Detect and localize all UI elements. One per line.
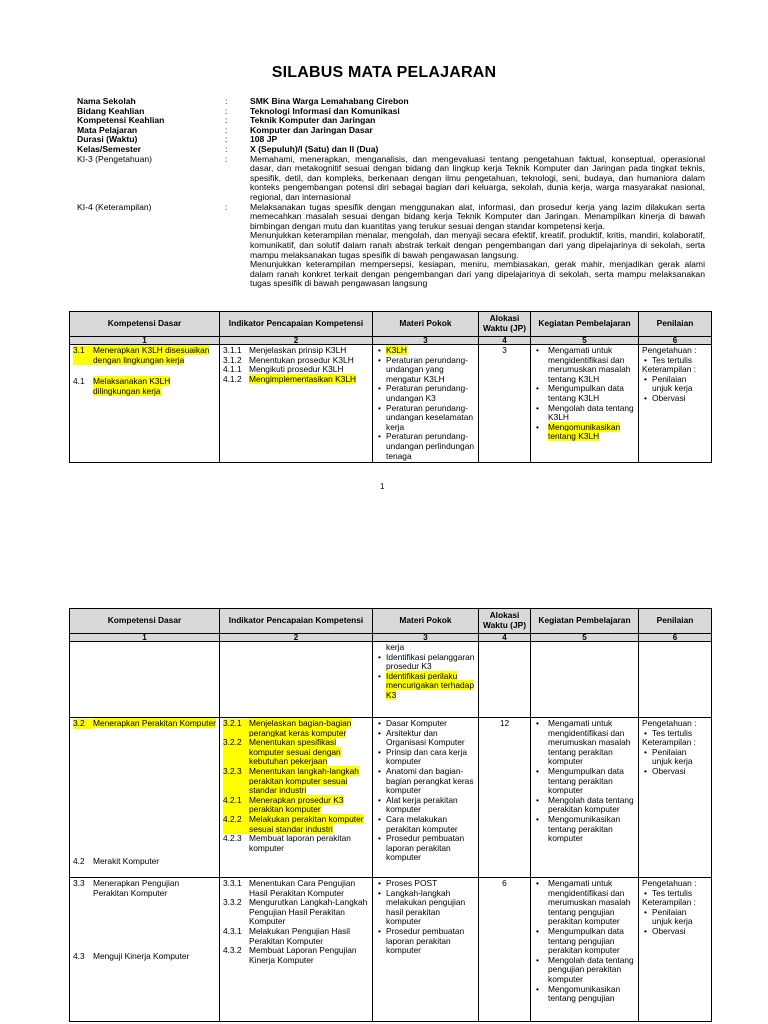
ipk-cell [220, 878, 373, 1022]
penilaian-pengetahuan: Pengetahuan : [642, 345, 697, 355]
kd-number: 4.2 [73, 856, 85, 866]
ipk-text: Mengikuti prosedur K3LH [249, 364, 344, 375]
identity-colon: : [225, 153, 228, 164]
ipk-item [223, 738, 369, 767]
penilaian-keterampilan: Keterampilan : [642, 737, 696, 748]
ipk-item [223, 834, 369, 853]
ipk-item [223, 767, 369, 796]
ipk-item [223, 796, 369, 815]
column-number: 5 [531, 337, 639, 345]
kd-number: 3.2 [73, 719, 93, 729]
table-number-row [70, 634, 712, 642]
column-header: Indikator Pencapaian Kompetensi [220, 312, 373, 337]
kd-item [73, 857, 159, 867]
identity-key: Bidang Keahlian [77, 105, 145, 116]
column-header: Indikator Pencapaian Kompetensi [220, 609, 373, 634]
ipk-item [223, 815, 369, 834]
identity-colon: : [225, 115, 228, 126]
materi-item: • Peraturan perundang-undangan K3 [386, 384, 475, 403]
ipk-text: Menentukan prosedur K3LH [249, 354, 354, 365]
identity-colon: : [225, 96, 228, 106]
materi-cell [373, 878, 479, 1022]
kegiatan-item: • Mengolah data tentang perakitan komputer [548, 796, 635, 815]
ipk-number: 4.1.1 [223, 364, 242, 375]
ipk-text: Mengimplementasikan K3LH [249, 373, 357, 384]
ipk-text: Membuat laporan perakitan komputer [249, 833, 351, 853]
kegiatan-item: • Mengamati untuk mengidentifikasi dan merumuskan masalah tentang K3LH [548, 346, 635, 384]
kegiatan-item: • Mengumpulkan data tentang perakitan komputer [548, 767, 635, 796]
ipk-item [223, 946, 369, 965]
ki4-key: KI-4 (Keterampilan) [77, 201, 152, 212]
column-number: 1 [70, 634, 220, 642]
document-page-1 [0, 0, 768, 500]
alokasi-cell: 12 [479, 718, 531, 878]
materi-item: • Peraturan perundang-undangan yang mengatur K3LH [386, 356, 475, 385]
identity-key: Kompetensi Keahlian [77, 115, 165, 126]
penilaian-cell [639, 345, 712, 463]
identity-key: Mata Pelajaran [77, 124, 138, 135]
identity-row [77, 126, 705, 136]
penilaian-obervasi: • Obervasi [652, 767, 708, 777]
column-number: 3 [373, 634, 479, 642]
materi-item: • Langkah-langkah melakukan pengujian hasil perakitan komputer [386, 889, 475, 927]
column-header: Alokasi Waktu (JP) [479, 312, 531, 337]
column-header: Penilaian [639, 609, 712, 634]
ipk-text: Menentukan Cara Pengujian Hasil Perakitan Komputer [249, 878, 356, 898]
ipk-item [223, 927, 369, 946]
alokasi-cell: 6 [479, 878, 531, 1022]
table-row [70, 718, 712, 878]
kegiatan-item: • Mengamati untuk mengidentifikasi dan merumuskan masalah tentang pengujian perakitan komputer [548, 879, 635, 927]
kegiatan-item: • Mengolah data tentang K3LH [548, 404, 635, 423]
kd-item [73, 346, 216, 365]
column-number: 2 [220, 634, 373, 642]
kegiatan-item: • Mengumpulkan data tentang pengujian perakitan komputer [548, 927, 635, 956]
kd-text: Melaksanakan K3LH dilingkungan kerja [93, 376, 171, 396]
ipk-number: 4.3.2 [223, 945, 242, 956]
kd-cell [70, 718, 220, 878]
ipk-number: 4.1.2 [223, 373, 242, 384]
identity-key: Durasi (Waktu) [77, 134, 138, 145]
syllabus-table-page-1 [69, 311, 712, 463]
kd-number: 4.3 [73, 951, 85, 961]
penilaian-pengetahuan: Pengetahuan : [642, 718, 697, 728]
identity-row [77, 107, 705, 117]
ki4-paragraph: Melaksanakan tugas spesifik dengan menggunakan alat, informasi, dan prosedur kerja yang lazim dilakukan serta memecahkan masalah sesuai dengan bidang kerja Teknik Komputer dan Jaringan. Menampilkan kinerja di bawah bimbingan dengan mutu dan kuantitas yang terukur sesuai dengan standar kompetensi kerja. [250, 201, 705, 231]
page-number: 1 [380, 482, 385, 491]
table-row [70, 642, 712, 718]
alokasi-cell: 3 [479, 345, 531, 463]
identity-value: X (Sepuluh)/I (Satu) dan II (Dua) [250, 143, 379, 154]
materi-item: • Arsitektur dan Organisasi Komputer [386, 729, 475, 748]
ipk-item [223, 375, 369, 385]
table-row [70, 345, 712, 463]
ipk-text: Melakukan Pengujian Hasil Perakitan Komputer [249, 925, 351, 946]
penilaian-unjuk: • Penilaian unjuk kerja [652, 908, 708, 927]
document-title: SILABUS MATA PELAJARAN [271, 64, 497, 81]
materi-item: • Anatomi dan bagian-bagian perangkat keras komputer [386, 767, 475, 796]
kd-item [73, 377, 216, 396]
table-header-row [70, 312, 712, 337]
ki3-key: KI-3 (Pengetahuan) [77, 153, 153, 164]
column-number: 5 [531, 634, 639, 642]
ipk-text: Menerapkan prosedur K3 perakitan komputer [249, 794, 344, 815]
ki4-row [77, 203, 705, 289]
kegiatan-item: • Mengolah data tentang pengujian perakitan komputer [548, 956, 635, 985]
ki3-row [77, 155, 705, 203]
table-header-row [70, 609, 712, 634]
kd-cell [70, 878, 220, 1022]
penilaian-tes: • Tes tertulis [652, 356, 708, 366]
materi-item: • Prinsip dan cara kerja komputer [386, 748, 475, 767]
ipk-cell [220, 345, 373, 463]
materi-item: • Peraturan perundang-undangan keselamatan kerja [386, 404, 475, 433]
table-number-row [70, 337, 712, 345]
kegiatan-cell [531, 642, 639, 718]
kd-item [73, 719, 216, 729]
ipk-number: 3.2.2 [223, 738, 249, 767]
identity-key: Nama Sekolah [77, 96, 136, 106]
materi-item: • Prosedur pembuatan laporan perakitan komputer [386, 834, 475, 863]
column-header: Penilaian [639, 312, 712, 337]
ipk-number: 3.3.2 [223, 897, 242, 908]
column-number: 4 [479, 337, 531, 345]
materi-item: • Prosedur pembuatan laporan perakitan komputer [386, 927, 475, 956]
ipk-number: 3.2.1 [223, 719, 249, 738]
column-number: 3 [373, 337, 479, 345]
identity-colon: : [225, 143, 228, 154]
ipk-text: Mengurutkan Langkah-Langkah Pengujian Hasil Perakitan Komputer [249, 897, 368, 927]
column-header: Kompetensi Dasar [70, 609, 220, 634]
materi-item: • Identifikasi perilaku mencurigakan terhadap K3 [386, 672, 475, 701]
materi-item: • Cara melakukan perakitan komputer [386, 815, 475, 834]
kd-text: Menerapkan Perakitan Komputer [93, 718, 216, 728]
kd-number: 3.3 [73, 878, 85, 888]
materi-cell [373, 718, 479, 878]
kd-number: 3.1 [73, 346, 93, 365]
ipk-number: 4.2.1 [223, 796, 249, 815]
identity-colon: : [225, 134, 228, 145]
ipk-item [223, 879, 369, 898]
column-header: Kegiatan Pembelajaran [531, 609, 639, 634]
kd-cell [70, 345, 220, 463]
penilaian-tes: • Tes tertulis [652, 729, 708, 739]
column-header: Materi Pokok [373, 312, 479, 337]
column-number: 6 [639, 634, 712, 642]
column-header: Kegiatan Pembelajaran [531, 312, 639, 337]
kegiatan-cell [531, 878, 639, 1022]
identity-key: Kelas/Semester [77, 143, 142, 154]
penilaian-obervasi: • Obervasi [652, 927, 708, 937]
ipk-text: Menjelaskan bagian-bagian perangkat keras komputer [249, 718, 352, 738]
column-header: Materi Pokok [373, 609, 479, 634]
alokasi-cell [479, 642, 531, 718]
column-number: 1 [70, 337, 220, 345]
ipk-number: 3.1.1 [223, 345, 242, 355]
materi-item: • Dasar Komputer [386, 719, 475, 729]
kd-text: Menguji Kinerja Komputer [93, 951, 190, 961]
materi-item: • Alat kerja perakitan komputer [386, 796, 475, 815]
kegiatan-cell [531, 718, 639, 878]
ipk-number: 3.3.1 [223, 878, 242, 888]
column-header: Alokasi Waktu (JP) [479, 609, 531, 634]
kd-item [73, 952, 189, 962]
ki3-text: Memahami, menerapkan, menganalisis, dan mengevaluasi tentang pengetahuan faktual, konseptual, operasional dasar, dan metakognitif sesuai dengan bidang dan lingkup kerja Teknik Komputer dan Jaringan pada tingkat teknis, spesifik, detil, dan kompleks, berkenaan dengan ilmu pengetahuan, teknologi, seni, budaya, dan humaniora dalam konteks pengembangan potensi diri sebagai bagian dari keluarga, sekolah, dunia kerja, warga masyarakat nasional, regional, dan internasional [250, 153, 705, 202]
identity-colon: : [225, 124, 228, 135]
identity-value: SMK Bina Warga Lemahabang Cirebon [250, 96, 409, 106]
identity-value: Teknik Komputer dan Jaringan [250, 115, 376, 126]
ipk-number: 3.1.2 [223, 354, 242, 365]
identity-value: Komputer dan Jaringan Dasar [250, 124, 373, 135]
kd-item [73, 879, 216, 898]
ipk-item [223, 719, 369, 738]
identity-block [77, 97, 705, 289]
identity-row [77, 135, 705, 145]
identity-value: Teknologi Informasi dan Komunikasi [250, 105, 400, 116]
ki4-paragraph: Menunjukkan keterampilan menalar, mengolah, dan menyaji secara efektif, kreatif, produktif, kritis, mandiri, kolaboratif, komunikatif, dan solutif dalam ranah abstrak terkait dengan pengembangan dari yang dipelajarinya di sekolah, serta mampu melaksanakan tugas spesifik di bawah pengawasan langsung. [250, 230, 705, 260]
ipk-text: Membuat Laporan Pengujian Kinerja Komputer [249, 945, 357, 965]
penilaian-unjuk: • Penilaian unjuk kerja [652, 375, 708, 394]
kegiatan-cell [531, 345, 639, 463]
ipk-number: 4.3.1 [223, 925, 242, 936]
ipk-text: Melakukan perakitan komputer sesuai standar industri [249, 813, 364, 834]
ki4-text [250, 203, 705, 289]
penilaian-pengetahuan: Pengetahuan : [642, 878, 697, 888]
syllabus-table-page-2 [69, 608, 712, 1022]
kd-number: 4.1 [73, 376, 85, 387]
penilaian-cell [639, 718, 712, 878]
kd-cell [70, 642, 220, 718]
kegiatan-item: • Mengamati untuk mengidentifikasi dan merumuskan masalah tentang perakitan komputer [548, 719, 635, 767]
penilaian-keterampilan: Keterampilan : [642, 364, 696, 375]
ipk-text: Menjelaskan prinsip K3LH [249, 345, 347, 355]
ipk-number: 3.2.3 [223, 767, 249, 796]
materi-item: • K3LH [386, 346, 475, 356]
ipk-text: Menentukan langkah-langkah perakitan komputer sesuai standar industri [249, 765, 359, 796]
document-page-2 [0, 600, 768, 1024]
ipk-item [223, 898, 369, 927]
penilaian-tes: • Tes tertulis [652, 889, 708, 899]
column-number: 4 [479, 634, 531, 642]
kegiatan-item: • Mengomunikasikan tentang pengujian [548, 985, 635, 1004]
ipk-number: 4.2.2 [223, 815, 249, 834]
penilaian-unjuk: • Penilaian unjuk kerja [652, 748, 708, 767]
column-number: 6 [639, 337, 712, 345]
materi-item: • Peraturan perundang-undangan perlindungan tenaga [386, 432, 475, 461]
kd-text: Menerapkan K3LH disesuaikan dengan lingkungan kerja [93, 345, 210, 365]
identity-value: 108 JP [250, 134, 278, 145]
ipk-cell [220, 642, 373, 718]
ipk-text: Menentukan spesifikasi komputer sesuai dengan kebutuhan pekerjaan [249, 737, 341, 767]
materi-item: • Proses POST [386, 879, 475, 889]
column-number: 2 [220, 337, 373, 345]
column-header: Kompetensi Dasar [70, 312, 220, 337]
table-row [70, 878, 712, 1022]
identity-colon: : [225, 201, 228, 212]
penilaian-obervasi: • Obervasi [652, 394, 708, 404]
kegiatan-item: • Mengumpulkan data tentang K3LH [548, 384, 635, 403]
materi-cell [373, 345, 479, 463]
materi-item: • Identifikasi pelanggaran prosedur K3 [386, 653, 475, 672]
kegiatan-item: • Mengomunikasikan tentang K3LH [548, 423, 635, 442]
kd-text: Menerapkan Pengujian Perakitan Komputer [93, 878, 180, 898]
identity-colon: : [225, 105, 228, 116]
penilaian-cell [639, 642, 712, 718]
identity-row [77, 116, 705, 126]
ipk-cell [220, 718, 373, 878]
kd-text: Merakit Komputer [93, 856, 160, 866]
penilaian-cell [639, 878, 712, 1022]
materi-cell [373, 642, 479, 718]
penilaian-keterampilan: Keterampilan : [642, 897, 696, 908]
ipk-number: 4.2.3 [223, 833, 242, 844]
kegiatan-item: • Mengomunikasikan tentang perakitan komputer [548, 815, 635, 844]
materi-continuation: kerja [386, 642, 405, 652]
ki4-paragraph: Menunjukkan keterampilan mempersepsi, kesiapan, meniru, membiasakan, gerak mahir, menjadikan gerak alami dalam ranah konkret terkait dengan pengembangan dari yang dipelajarinya di sekolah, serta mampu melaksanakan tugas spesifik di bawah pengawasan langsung [250, 259, 705, 289]
